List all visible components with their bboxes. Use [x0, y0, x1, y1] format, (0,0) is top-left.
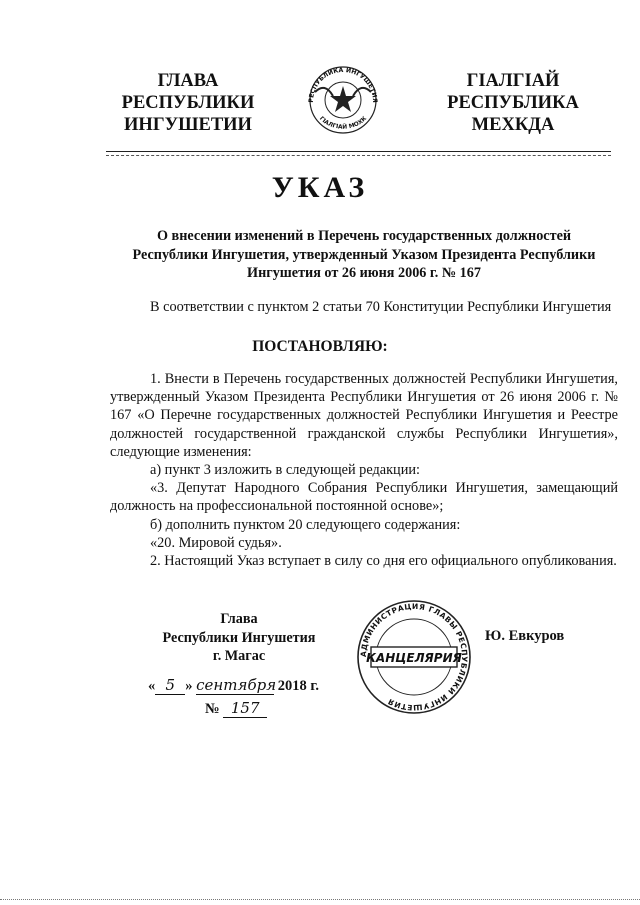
decree-item: «20. Мировой судья».: [150, 534, 282, 551]
header-left-line: ГЛАВА: [157, 71, 219, 91]
date-day: 5: [155, 676, 185, 695]
date-close-quote: »: [185, 678, 193, 694]
chancellery-stamp: [355, 598, 473, 716]
decree-item: 2. Настоящий Указ вступает в силу со дня его официального опубликования.: [150, 553, 617, 570]
decree-number: [205, 699, 267, 718]
stamp-ring-text: АДМИНИСТРАЦИЯ ГЛАВЫ РЕСПУБЛИКИ ИНГУШЕТИЯ: [358, 601, 470, 713]
signature-block: [140, 610, 338, 666]
emblem-top-text: РЕСПУБЛИКА ИНГУШЕТИЯ: [307, 66, 379, 103]
header-left-line: ИНГУШЕТИИ: [124, 115, 252, 135]
document-title: УКАЗ: [271, 171, 369, 204]
header-right-line: ГIАЛГIАЙ: [466, 71, 560, 91]
decree-item: б) дополнить пунктом 20 следующего содержания:: [150, 516, 461, 533]
page-bottom-edge: [0, 899, 640, 900]
header-right-line: МЕХКДА: [471, 115, 555, 135]
signing-date: [148, 676, 319, 695]
subject-line: Ингушетия от 26 июня 2006 г. № 167: [247, 265, 481, 281]
header-left: [93, 70, 283, 136]
decree-word: ПОСТАНОВЛЯЮ:: [252, 338, 388, 355]
coat-of-arms-emblem: [303, 62, 383, 134]
intro-paragraph: В соответствии с пунктом 2 статьи 70 Конституции Республики Ингушетия: [150, 299, 612, 315]
emblem-bottom-text: ГIАЛГIАЙ МОХК: [318, 115, 368, 131]
date-year: 2018 г.: [277, 678, 319, 694]
header-divider-secondary: [106, 155, 611, 156]
header-divider: [106, 151, 611, 152]
date-open-quote: «: [148, 678, 156, 694]
decree-item: «3. Депутат Народного Собрания Республики Ингушетия, замещающий должность на профессиональной постоянной основе»;: [110, 480, 618, 515]
decree-items: [110, 370, 618, 570]
stamp-center-text: КАНЦЕЛЯРИЯ: [366, 651, 462, 665]
decree-item: 1. Внести в Перечень государственных должностей Республики Ингушетия, утвержденный Указом Президента Республики Ингушетия от 26 июня 2006 г. № 167 «О Перечне государственных должностей Республики Ингушетия и Реестре должностей государственной гражданской службы Республики Ингушетия», следующие изменения:: [110, 371, 618, 460]
decree-item: а) пункт 3 изложить в следующей редакции:: [150, 462, 420, 479]
signature-line: Республики Ингушетия: [162, 629, 316, 646]
document-subject: [110, 227, 618, 283]
signature-line: Глава: [220, 611, 258, 627]
signer-name: Ю. Евкуров: [485, 628, 565, 644]
header-right-line: РЕСПУБЛИКА: [447, 93, 579, 113]
signature-line: г. Магас: [212, 648, 266, 664]
subject-line: Республики Ингушетия, утвержденный Указом Президента Республики: [132, 246, 596, 263]
header-left-line: РЕСПУБЛИКИ: [121, 93, 255, 113]
date-month: сентября: [196, 676, 277, 694]
number-value: 157: [223, 699, 267, 718]
subject-line: О внесении изменений в Перечень государственных должностей: [156, 228, 572, 244]
header-right: [418, 70, 608, 136]
number-label: №: [205, 701, 220, 717]
